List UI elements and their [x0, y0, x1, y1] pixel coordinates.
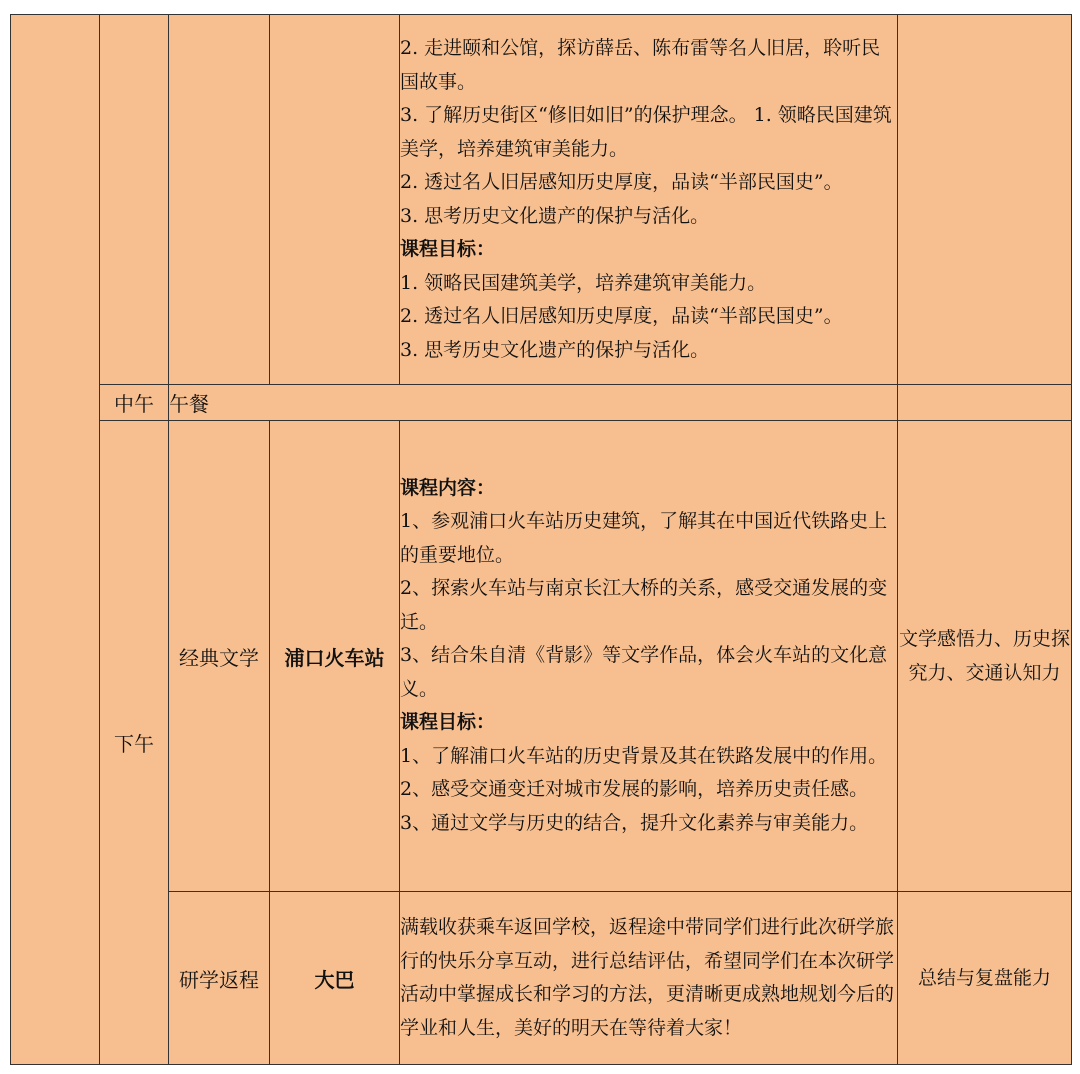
content-line: 2. 走进颐和公馆，探访薛岳、陈布雷等名人旧居，聆听民国故事。: [400, 37, 881, 93]
session-content-cell: [400, 892, 898, 1065]
session-category: 研学返程: [169, 892, 270, 1065]
skills-cell: [898, 385, 1072, 421]
location-cell: [270, 15, 400, 385]
goal-line: 1、了解浦口火车站的历史背景及其在铁路发展中的作用。: [400, 744, 888, 767]
content-paragraph: 满载收获乘车返回学校，返程途中带同学们进行此次研学旅行的快乐分享互动，进行总结评估，希望同学们在本次研学活动中掌握成长和学习的方法，更清晰更成熟地规划今后的学业和人生，美好的明天在等待着大家！: [400, 916, 895, 1039]
table-row: [11, 421, 1072, 892]
session-skills: 总结与复盘能力: [898, 892, 1072, 1065]
session-location: 浦口火车站: [270, 421, 400, 892]
table-row: [11, 15, 1072, 385]
morning-content-cell: [400, 15, 898, 385]
goal-line: 2、感受交通变迁对城市发展的影响，培养历史责任感。: [400, 778, 869, 801]
table-row: [11, 892, 1072, 1065]
category-cell: [169, 15, 270, 385]
content-line: 1、参观浦口火车站历史建筑，了解其在中国近代铁路史上的重要地位。: [400, 510, 888, 566]
afternoon-time: 下午: [100, 421, 169, 1065]
table-row: [11, 385, 1072, 421]
goal-line: 3、通过文学与历史的结合，提升文化素养与审美能力。: [400, 811, 869, 834]
day-cell: [11, 15, 100, 1065]
lunch-label: 午餐: [169, 385, 898, 421]
schedule-table: [10, 14, 1072, 1065]
content-line: 3. 了解历史街区“修旧如旧”的保护理念。 1. 领略民国建筑美学，培养建筑审美能力。: [400, 104, 892, 160]
session-skills: 文学感悟力、历史探究力、交通认知力: [898, 421, 1072, 892]
session-category: 经典文学: [169, 421, 270, 892]
skills-cell: [898, 15, 1072, 385]
content-heading: 课程内容：: [400, 476, 496, 499]
content-line: 2. 透过名人旧居感知历史厚度，品读“半部民国史”。: [400, 171, 843, 193]
time-cell: [100, 15, 169, 385]
goal-line: 3. 思考历史文化遗产的保护与活化。: [400, 338, 710, 361]
goals-heading: 课程目标：: [400, 238, 496, 260]
content-line: 2、探索火车站与南京长江大桥的关系，感受交通发展的变迁。: [400, 577, 888, 633]
goals-heading: 课程目标：: [400, 711, 496, 734]
noon-time: 中午: [100, 385, 169, 421]
content-line: 3. 思考历史文化遗产的保护与活化。: [400, 204, 710, 227]
session-location: 大巴: [270, 892, 400, 1065]
session-content-cell: [400, 421, 898, 892]
content-line: 3、结合朱自清《背影》等文学作品，体会火车站的文化意义。: [400, 644, 888, 700]
goal-line: 2. 透过名人旧居感知历史厚度，品读“半部民国史”。: [400, 305, 843, 327]
goal-line: 1. 领略民国建筑美学，培养建筑审美能力。: [400, 271, 767, 294]
